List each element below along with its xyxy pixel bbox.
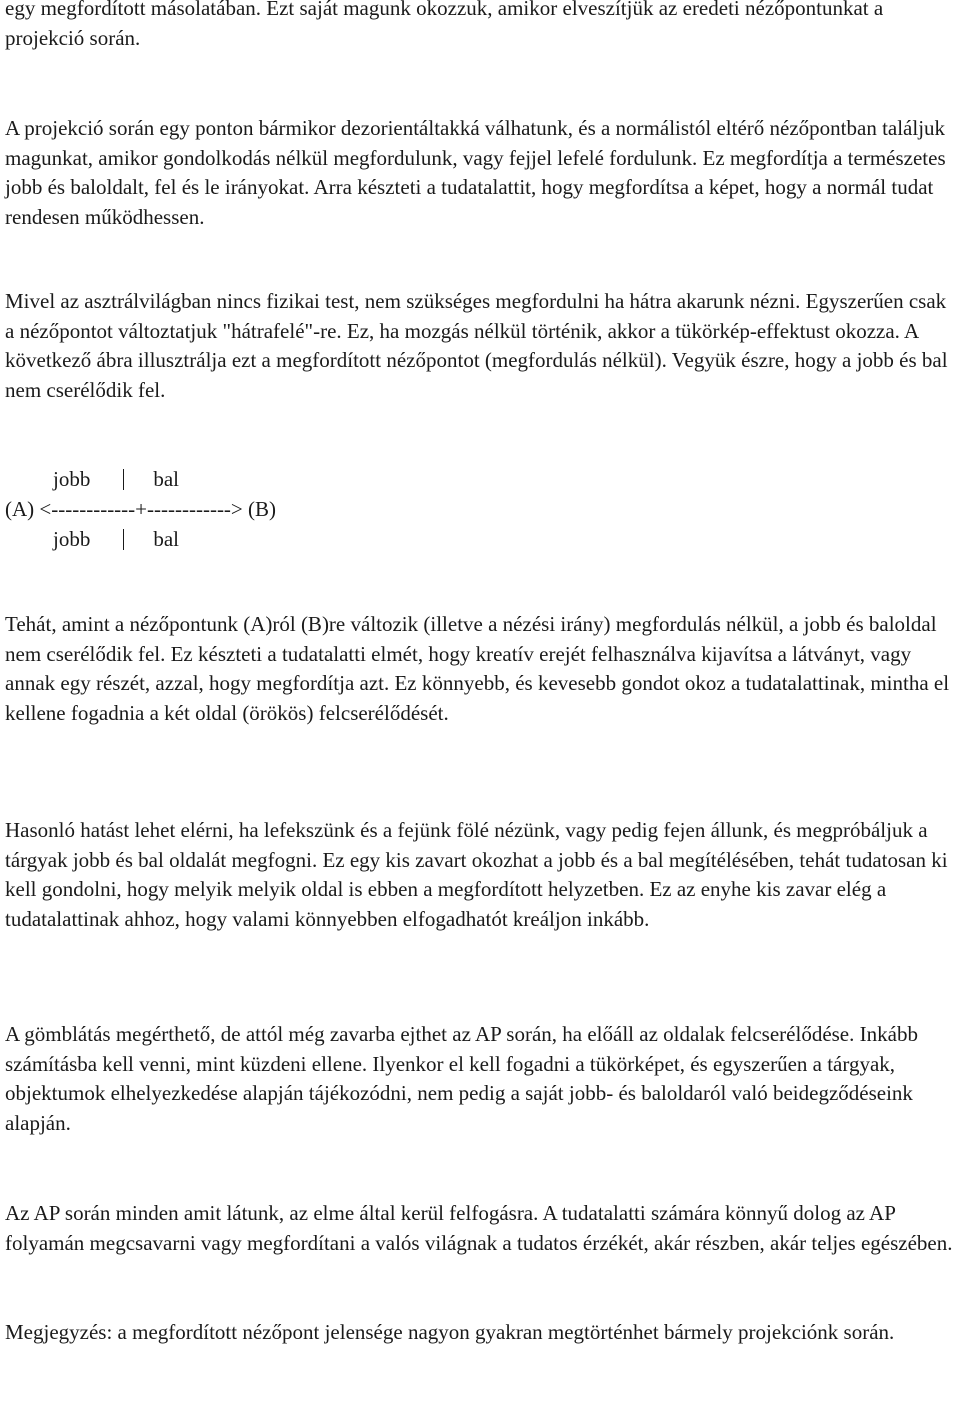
paragraph-5: Hasonló hatást lehet elérni, ha lefekszünk és a fejünk fölé nézünk, vagy pedig fejen állunk, és megpróbáljuk a tárgyak jobb és bal oldalát megfogni. Ez egy kis zavart okozhat a jobb és a bal megítélésében, tehát tudatosan ki kell gondolni, hogy melyik melyik oldal is ebben a megfordított helyzetben. Ez az enyhe kis zavar elég a tudatalattinak ahhoz, hogy valami könnyebben elfogadhatót kreáljon inkább. xyxy=(5,818,948,931)
paragraph-4: Tehát, amint a nézőpontunk (A)ról (B)re változik (illetve a nézési irány) megfordulás nélkül, a jobb és baloldal nem cserélődik fel. Ez készteti a tudatalatti elmét, hogy kreatív erejét felhasználva kijavítsa a látványt, vagy annak egy részét, azzal, hogy megfordítja azt. Ez könnyebb, és kevesebb gondot okoz a tudatalattinak, mintha el kellene fogadnia a két oldal (örökös) felcserélődését. xyxy=(5,612,950,725)
paragraph-7: Az AP során minden amit látunk, az elme által kerül felfogásra. A tudatalatti számára könnyű dolog az AP folyamán megcsavarni vagy megfordítani a valós világnak a tudatos érzékét, akár részben, akár teljes egészében. xyxy=(5,1201,953,1255)
paragraph-6: A gömblátás megérthető, de attól még zavarba ejthet az AP során, ha előáll az oldalak felcserélődése. Inkább számításba kell venni, mint küzdeni ellene. Ilyenkor el kell fogadni a tükörképet, és egyszerűen a tárgyak, objektumok elhelyezkedése alapján tájékozódni, nem pedig a saját jobb- és baloldaról való beidegződéseink alapján. xyxy=(5,1022,918,1135)
diagram-arrow-row: (A) <------------+------------> (B) xyxy=(5,497,277,521)
diagram-bottom-right-label: bal xyxy=(153,527,179,551)
diagram-top-left-label: jobb xyxy=(53,467,91,491)
note-paragraph: Megjegyzés: a megfordított nézőpont jelensége nagyon gyakran megtörténhet bármely projekciónk során. xyxy=(5,1320,895,1344)
diagram-bottom-row xyxy=(53,525,179,555)
diagram-top-right-label: bal xyxy=(153,467,179,491)
diagram-bottom-divider xyxy=(123,529,124,550)
left-right-diagram xyxy=(5,465,957,555)
paragraph-3: Mivel az asztrálvilágban nincs fizikai test, nem szükséges megfordulni ha hátra akarunk nézni. Egyszerűen csak a nézőpontot változtatjuk "hátrafelé"-re. Ez, ha mozgás nélkül történik, akkor a tükörkép-effektust okozza. A következő ábra illusztrálja ezt a megfordított nézőpontot (megfordulás nélkül). Vegyük észre, hogy a jobb és bal nem cserélődik fel. xyxy=(5,289,948,402)
paragraph-1: egy megfordított másolatában. Ezt saját magunk okozzuk, amikor elveszítjük az eredeti nézőpontunkat a projekció során. xyxy=(5,0,884,50)
diagram-bottom-left-label: jobb xyxy=(53,527,91,551)
paragraph-2: A projekció során egy ponton bármikor dezorientáltakká válhatunk, és a normálistól eltérő nézőpontban találjuk magunkat, amikor gondolkodás nélkül megfordulunk, vagy fejjel lefelé fordulunk. Ez megfordítja a természetes jobb és baloldalt, fel és le irányokat. Arra készteti a tudatalattit, hogy megfordítsa a képet, hogy a normál tudat rendesen működhessen. xyxy=(5,116,946,229)
diagram-top-divider xyxy=(123,469,124,490)
diagram-top-row xyxy=(53,465,179,495)
